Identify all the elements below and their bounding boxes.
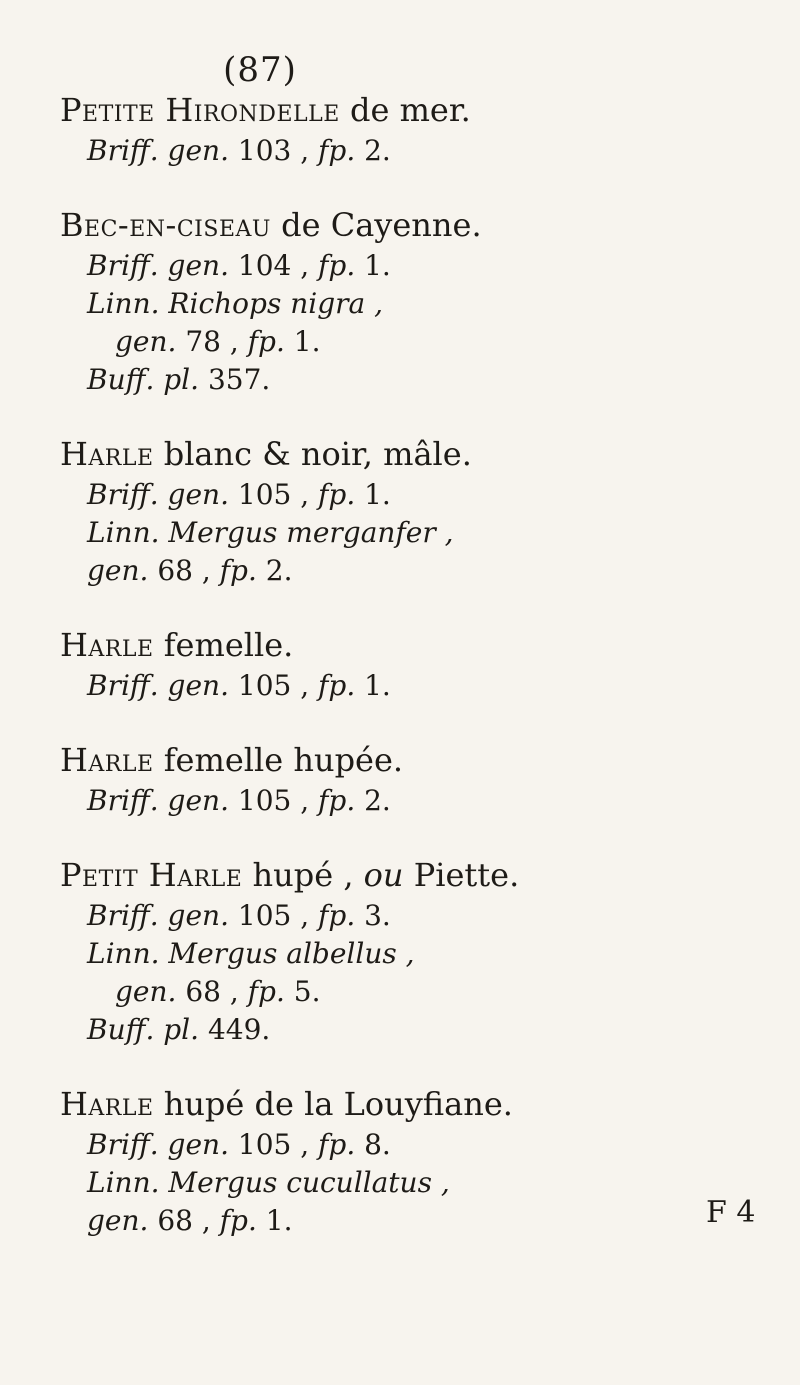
ref-author: Briff. (87, 249, 159, 282)
ref-number: 2. (256, 554, 293, 587)
entry-name-caps: Harle (60, 741, 154, 779)
ref-author: Linn. (87, 937, 160, 970)
ref-author: Briff. (87, 478, 159, 511)
ref-gen: gen. (158, 669, 229, 702)
reference-line (60, 132, 760, 170)
entry-name-rest: de mer. (339, 91, 471, 129)
ref-number: 68 , (176, 975, 248, 1008)
entry (60, 88, 760, 170)
ref-number: 104 , (228, 249, 319, 282)
entry-heading (60, 1082, 760, 1126)
ref-number: 78 , (176, 325, 248, 358)
ref-gen: gen. (87, 1204, 149, 1237)
entry-heading (60, 432, 760, 476)
ref-gen: gen. (115, 975, 177, 1008)
entry-name-caps: Petite Hirondelle (60, 91, 340, 129)
ref-number: 1. (256, 1204, 293, 1237)
entry-name-rest: de Cayenne. (270, 206, 482, 244)
ref-gen: gen. (158, 1128, 229, 1161)
ref-author: Briff. (87, 1128, 159, 1161)
ref-number: 1. (355, 249, 391, 282)
ref-gen: gen. (87, 554, 149, 587)
entry (60, 203, 760, 399)
ref-number: 105 , (228, 1128, 319, 1161)
entry-name-rest: hupé , (242, 856, 364, 894)
entry-heading (60, 203, 760, 247)
ref-number: 68 , (148, 554, 220, 587)
reference-line (60, 935, 760, 973)
ref-number: 105 , (228, 478, 319, 511)
entry-heading (60, 623, 760, 667)
entry-name-ou: ou (363, 856, 404, 894)
entry-name-caps: Harle (60, 626, 154, 664)
ref-plate: pl. (154, 1013, 200, 1046)
reference-line (60, 552, 760, 590)
ref-number: 2. (355, 134, 391, 167)
ref-gen: gen. (158, 249, 229, 282)
reference-line (60, 897, 760, 935)
reference-line (60, 667, 760, 705)
ref-gen: gen. (115, 325, 177, 358)
reference-line (60, 1164, 760, 1202)
ref-species: Richops nigra , (159, 287, 384, 320)
ref-species-abbr: fp. (318, 134, 356, 167)
ref-species-abbr: fp. (318, 669, 356, 702)
ref-plate: pl. (154, 363, 200, 396)
ref-species-abbr: fp. (318, 249, 356, 282)
ref-number: 1. (355, 478, 391, 511)
entry-name-rest: hupé de la Louyfiane. (153, 1085, 513, 1123)
ref-species-abbr: fp. (318, 784, 356, 817)
ref-number: 1. (284, 325, 321, 358)
ref-number: 68 , (148, 1204, 220, 1237)
ref-author: Buff. (87, 1013, 155, 1046)
entry (60, 853, 760, 1049)
entry-name-caps: Harle (60, 1085, 154, 1123)
reference-line (60, 1011, 760, 1049)
ref-gen: gen. (158, 899, 229, 932)
entry-name-rest: femelle hupée. (153, 741, 404, 779)
ref-author: Briff. (87, 134, 159, 167)
ref-number: 3. (355, 899, 391, 932)
ref-species-abbr: fp. (219, 554, 257, 587)
entries-list (60, 88, 760, 1240)
ref-species-abbr: fp. (247, 325, 285, 358)
reference-line (60, 782, 760, 820)
reference-line (60, 514, 760, 552)
entry-name-caps: Petit Harle (60, 856, 243, 894)
ref-number: 105 , (228, 669, 319, 702)
ref-number: 2. (355, 784, 391, 817)
entry (60, 738, 760, 820)
ref-gen: gen. (158, 784, 229, 817)
signature-mark: F 4 (706, 1195, 756, 1230)
ref-species-abbr: fp. (318, 1128, 356, 1161)
ref-number: 105 , (228, 899, 319, 932)
entry-name-rest: femelle. (153, 626, 294, 664)
reference-line (60, 1126, 760, 1164)
ref-number: 8. (355, 1128, 391, 1161)
ref-number: 1. (355, 669, 391, 702)
entry-name-rest: blanc & noir, mâle. (153, 435, 472, 473)
ref-number: 449. (199, 1013, 271, 1046)
ref-species: Mergus merganfer , (159, 516, 454, 549)
ref-number: 103 , (228, 134, 319, 167)
entry (60, 623, 760, 705)
ref-number: 5. (284, 975, 321, 1008)
ref-author: Linn. (87, 287, 160, 320)
ref-number: 357. (199, 363, 271, 396)
ref-author: Briff. (87, 669, 159, 702)
reference-line (60, 247, 760, 285)
ref-gen: gen. (158, 478, 229, 511)
ref-number: 105 , (228, 784, 319, 817)
reference-line (60, 1202, 760, 1240)
reference-line (60, 973, 760, 1011)
ref-author: Linn. (87, 516, 160, 549)
entry-heading (60, 853, 760, 897)
entry-heading (60, 738, 760, 782)
ref-gen: gen. (158, 134, 229, 167)
reference-line (60, 476, 760, 514)
ref-species: Mergus albellus , (159, 937, 415, 970)
ref-author: Briff. (87, 899, 159, 932)
ref-species-abbr: fp. (318, 478, 356, 511)
entry-heading (60, 88, 760, 132)
entry-name-caps: Bec-en-ciseau (60, 206, 271, 244)
ref-species-abbr: fp. (219, 1204, 257, 1237)
entry-name-caps: Harle (60, 435, 154, 473)
ref-species: Mergus cucullatus , (159, 1166, 450, 1199)
page-number: (87) (223, 50, 297, 90)
ref-species-abbr: fp. (247, 975, 285, 1008)
reference-line (60, 323, 760, 361)
entry (60, 432, 760, 590)
entry (60, 1082, 760, 1240)
reference-line (60, 285, 760, 323)
ref-author: Briff. (87, 784, 159, 817)
ref-author: Linn. (87, 1166, 160, 1199)
ref-species-abbr: fp. (318, 899, 356, 932)
reference-line (60, 361, 760, 399)
entry-name-tail: Piette. (403, 856, 520, 894)
ref-author: Buff. (87, 363, 155, 396)
